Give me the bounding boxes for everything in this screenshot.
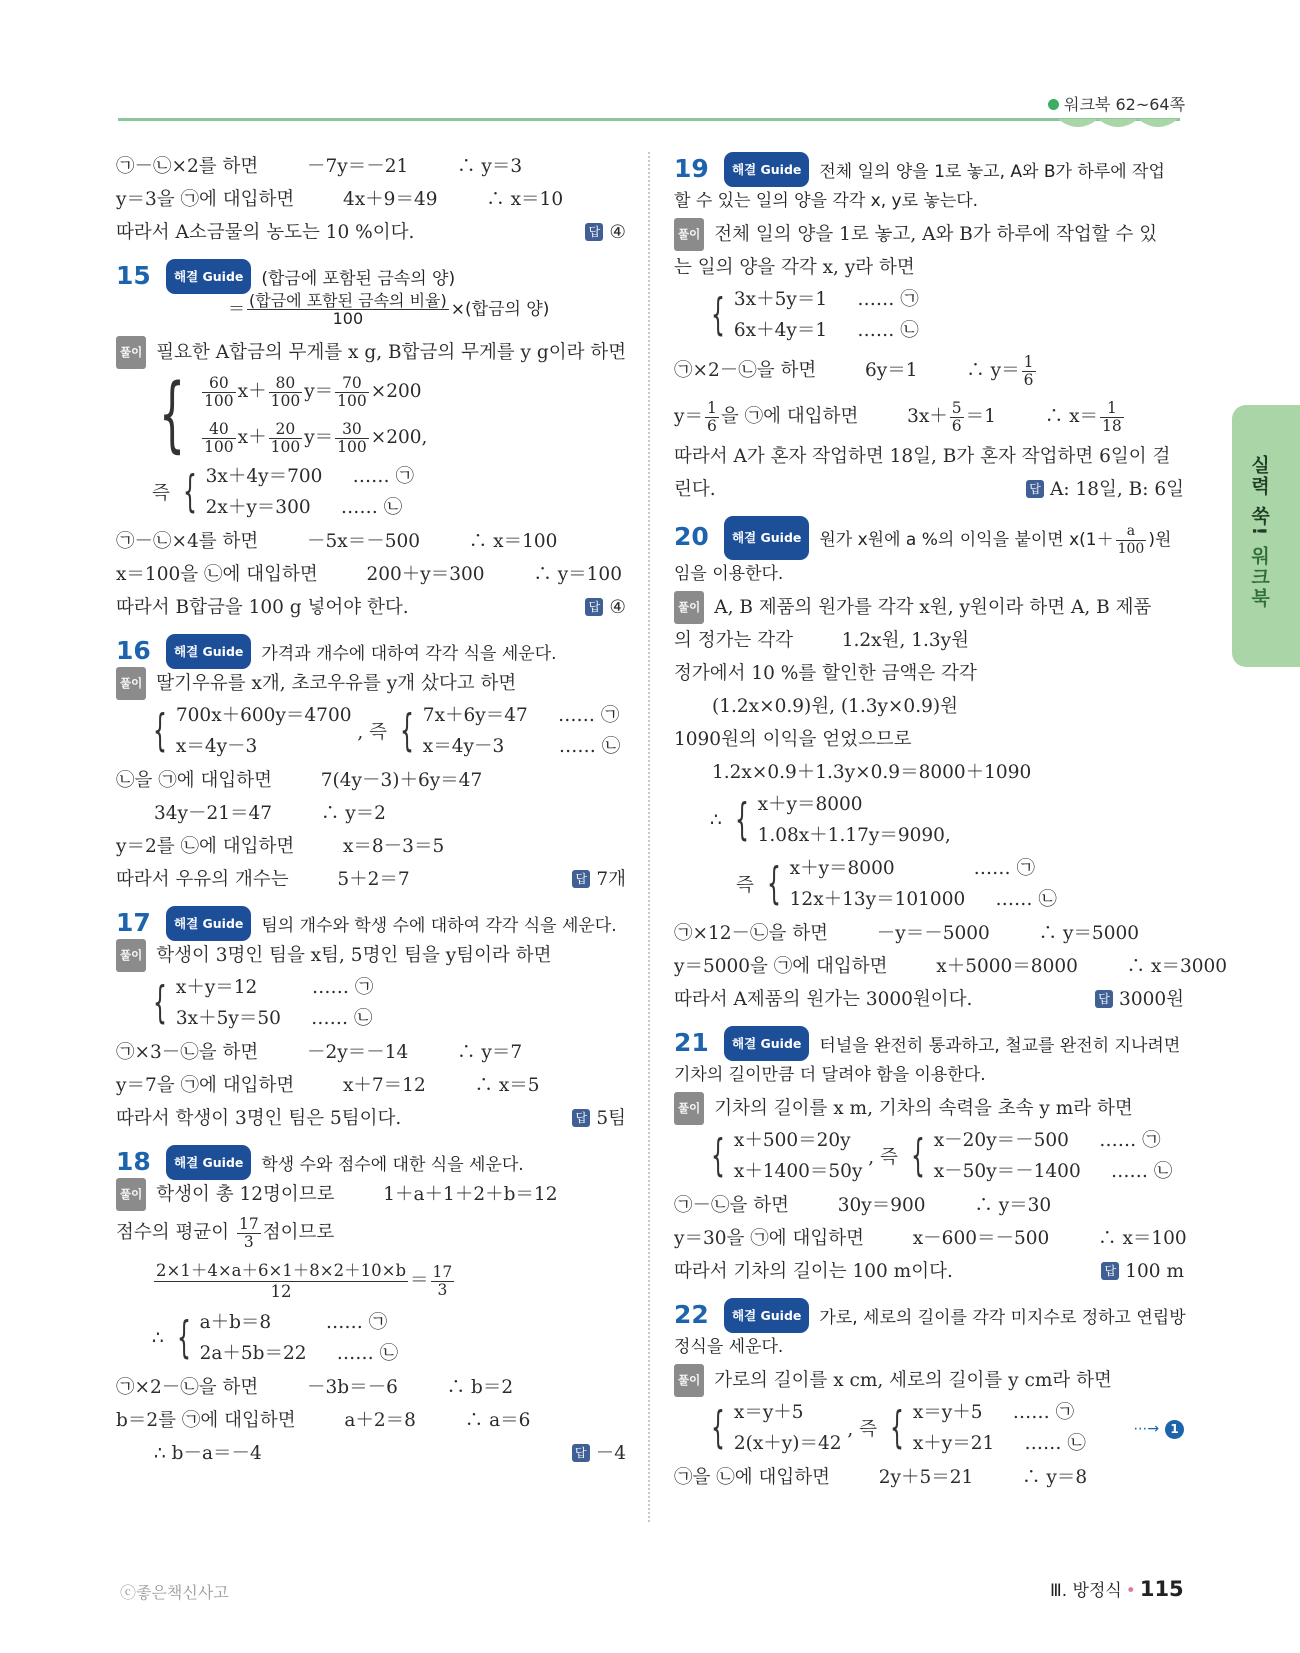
left-brace: { [711,289,725,340]
equation: a＋b＝8 …… ㉠ [199,1312,388,1333]
solution-text: 따라서 A제품의 원가는 3000원이다. [674,989,973,1010]
fraction [950,400,964,435]
solution-line [674,1092,1184,1125]
left-brace: { [176,1312,191,1363]
problem-number: 18 [116,1147,151,1176]
system-rows [913,1397,1086,1459]
solution-badge: 풀이 [674,1364,704,1397]
left-column [116,150,626,1470]
fraction [1100,400,1124,435]
column-divider [648,152,650,1522]
system-rows [790,853,1057,915]
system-rows [734,1397,842,1459]
guide-badge: 해결 Guide [166,259,251,294]
system-rows [200,369,427,461]
system-rows [176,972,373,1034]
right-column [674,150,1228,1494]
problem-number: 21 [674,1028,709,1057]
answer-icon: 답 [585,598,603,616]
solution-text: 점수의 평균이 [116,1222,230,1243]
solution-line [674,1255,1184,1288]
solution-line: ㉠－㉡×2를 하면 －7y＝－21 ∴ y＝3 [116,156,523,177]
guide-text: )원 [1148,530,1172,550]
equation: x＋500＝20y [733,1130,851,1151]
equation [200,369,427,415]
guide-line [674,1026,1184,1059]
denominator: 100 [270,391,301,410]
solution-line: 는 일의 양을 각각 x, y라 하면 [674,257,915,278]
problem-number: 17 [116,908,151,937]
equation-text: x＋ [237,427,267,448]
numerator: 1 [1100,400,1124,418]
denominator: 3 [437,1280,448,1299]
equation-text: 즉 [736,875,754,896]
numerator: 70 [335,375,369,393]
solution-badge: 풀이 [116,939,146,972]
numerator: 60 [202,375,236,393]
equation: x＝y＋5 [733,1402,804,1423]
fraction [269,375,303,410]
solution-badge: 풀이 [116,1178,146,1211]
fraction [705,400,719,435]
solution-line: ㉠×3－㉡을 하면 －2y＝－14 ∴ y＝7 [116,1042,523,1063]
equation-text: 즉 [152,483,170,504]
guide-text: 가로, 세로의 길이를 각각 미지수로 정하고 연립방 [819,1308,1186,1328]
system-rows [200,1307,399,1369]
equation: x＝4y－3 …… ㉡ [422,736,621,757]
system-rows [934,1125,1173,1187]
solution-line [116,863,626,896]
fraction [154,1261,408,1302]
numerator: 1 [706,398,717,417]
equation-system [116,369,626,461]
header-rule [118,118,1180,121]
denominator: 18 [1102,416,1122,435]
solution-line: 1090원의 이익을 얻었으므로 [674,729,912,750]
guide-line [674,152,1184,185]
denominator: 12 [270,1281,292,1301]
guide-line [674,516,1184,558]
system-rows [758,789,951,851]
solution-line: 정가에서 10 %를 할인한 금액은 각각 [674,663,977,684]
left-brace: { [766,858,781,909]
therefore-symbol: ∴ [710,809,722,831]
guide-badge: 해결 Guide [166,1145,251,1180]
fraction [237,1216,261,1251]
solution-text: 딸기우유를 x개, 초코우유를 y개 샀다고 하면 [156,673,517,694]
equation-system [674,853,1184,917]
guide-text: 원가 x원에 a %의 이익을 붙이면 x(1＋ [819,530,1114,550]
left-brace: { [711,1130,725,1181]
chapter-title: Ⅲ. 방정식 [1050,1581,1122,1601]
equation: 2(x＋y)＝42 [733,1433,842,1454]
denominator: 6 [1023,370,1034,389]
header-wave-decoration [1058,119,1180,135]
left-brace: { [399,705,414,756]
guide-text: 임을 이용한다. [674,564,784,584]
solution-text: ∴ b－a＝－4 [154,1443,262,1464]
guide-text: ×(합금의 양) [450,299,550,320]
solution-line [674,983,1184,1016]
equation: x＝4y－3 [175,736,258,757]
denominator: 100 [1117,540,1145,557]
system-rows [206,461,414,523]
solution-line: y＝30을 ㉠에 대입하면 x－600＝－500 ∴ x＝100 [674,1228,1187,1249]
answer-icon: 답 [1026,480,1044,498]
step-marker [1133,1417,1184,1439]
workbook-ref-text: 워크북 62~64쪽 [1064,95,1186,114]
solution-line: ㉡을 ㉠에 대입하면 7(4y－3)＋6y＝47 [116,770,483,791]
solution-line [674,394,1184,440]
answer [585,591,626,624]
equation-system [116,461,626,525]
solution-line: ㉠×2－㉡을 하면 －3b＝－6 ∴ b＝2 [116,1377,514,1398]
guide-text: 전체 일의 양을 1로 놓고, A와 B가 하루에 작업 [819,162,1165,182]
solution-line [116,591,626,624]
step-number-icon: 1 [1165,1420,1184,1439]
footer-separator: • [1125,1581,1136,1601]
solution-text: 따라서 학생이 3명인 팀은 5팀이다. [116,1108,402,1129]
equation: 2x＋y＝300 …… ㉡ [205,497,403,518]
equation: 2a＋5b＝22 …… ㉡ [199,1343,399,1364]
equation-system [116,700,626,764]
solution-line [116,667,626,700]
equation-text: y＝ [304,381,334,402]
publisher-copyright: ⓒ좋은책신사고 [120,1583,229,1602]
equation-text: ×200 [370,381,422,402]
problem-21 [674,1026,1187,1288]
equation: $\frac{40}{100}$ x＋ $\frac{20}{100}$ y＝ $\frac{30}{100}$ ×200, [204,419,428,456]
equation: x＋y＝21 …… ㉡ [912,1433,1086,1454]
denominator: 100 [270,437,301,456]
denominator: 100 [337,391,367,410]
answer-icon: 답 [572,1109,590,1127]
answer-value: ④ [609,597,626,618]
equation-text: , 즉 [868,1147,898,1168]
solution-text: 린다. [674,479,716,500]
problem-number: 15 [116,261,151,290]
solution-line [116,216,626,249]
solution-badge: 풀이 [674,591,704,624]
denominator: 6 [706,416,717,435]
equation-system [674,284,1184,348]
solution-line: ㉠을 ㉡에 대입하면 2y＋5＝21 ∴ y＝8 [674,1467,1088,1488]
fraction [335,421,369,456]
solution-line [674,348,1184,394]
solution-line [674,218,1184,251]
denominator: 100 [337,437,367,456]
solution-text: y＝ [674,406,703,427]
solution-text: 기차의 길이를 x m, 기차의 속력을 초속 y m라 하면 [714,1098,1133,1119]
guide-badge: 해결 Guide [166,906,251,941]
equation: 1.08x＋1.17y＝9090, [757,825,951,846]
solution-text: ㉠×2－㉡을 하면 6y＝1 ∴ y＝ [674,360,1020,381]
denominator: 3 [243,1232,254,1251]
left-brace: { [153,705,167,756]
left-brace: { [734,794,749,845]
numerator: 2×1＋4×a＋6×1＋8×2＋10×b [156,1260,407,1280]
fraction [269,421,303,456]
solution-text: 가로의 길이를 x cm, 세로의 길이를 y cm라 하면 [714,1370,1112,1391]
numerator: 5 [951,398,962,417]
solution-text: 따라서 기차의 길이는 100 m이다. [674,1261,953,1282]
answer-icon: 답 [572,1444,590,1462]
solution-badge: 풀이 [674,218,704,251]
problem-number: 22 [674,1300,709,1329]
equation-system [674,1397,1184,1461]
left-brace: { [889,1402,904,1453]
page-number: 115 [1139,1577,1184,1601]
fraction [1022,354,1036,389]
answer-value: ④ [609,222,626,243]
equation-text: y＝ [304,427,334,448]
solution-line: y＝3을 ㉠에 대입하면 4x＋9＝49 ∴ x＝10 [116,189,564,210]
numerator: 1 [1023,352,1034,371]
solution-line: (1.2x×0.9)원, (1.3y×0.9)원 [712,696,958,717]
solution-line: x＝100을 ㉡에 대입하면 200＋y＝300 ∴ y＝100 [116,564,622,585]
answer-value: A: 18일, B: 6일 [1050,479,1184,500]
guide-badge: 해결 Guide [724,516,809,560]
left-brace: { [153,977,167,1028]
problem-20 [674,516,1228,1016]
system-rows [423,700,620,762]
equation: 7x＋6y＝47 …… ㉠ [422,705,620,726]
side-tab-label [1243,455,1273,609]
solution-badge: 풀이 [674,1092,704,1125]
equation: x－20y＝－500 …… ㉠ [933,1130,1161,1151]
numerator: 20 [269,421,303,439]
solution-line: ㉠×12－㉡을 하면 －y＝－5000 ∴ y＝5000 [674,923,1140,944]
solution-badge: 풀이 [116,667,146,700]
equation: x＝y＋5 …… ㉠ [912,1402,1075,1423]
guide-badge: 해결 Guide [724,152,809,187]
side-tab-label-a: 실력 쑥! [1248,455,1270,538]
problem-number: 20 [674,522,709,551]
equation-system [674,789,1184,853]
solution-line [116,1102,626,1135]
equation-system [116,1307,626,1371]
answer-value: 3000원 [1119,989,1184,1010]
solution-text: 점이므로 [262,1222,335,1243]
left-brace: { [159,367,186,462]
solution-text: 따라서 우유의 개수는 5＋2＝7 [116,869,410,890]
guide-text: 할 수 있는 일의 양을 각각 x, y로 놓는다. [674,191,979,211]
guide-text: 가격과 개수에 대하여 각각 식을 세운다. [261,644,557,664]
solution-text: 학생이 총 12명이므로 1＋a＋1＋2＋b＝12 [156,1184,558,1205]
answer-value: 5팀 [596,1108,626,1129]
guide-line [116,906,626,939]
side-tab-label-b: 워크북 [1248,537,1270,609]
solution-line: 34y－21＝47 ∴ y＝2 [154,803,386,824]
answer-value: －4 [595,1443,626,1464]
green-dot-icon [1048,99,1059,110]
equation: 12x＋13y＝101000 …… ㉡ [789,889,1057,910]
guide-text: 기차의 길이만큼 더 달려야 함을 이용한다. [674,1065,986,1085]
problem-number: 19 [674,154,709,183]
page-footer [1050,1576,1184,1601]
equation: x＋y＝8000 [757,794,863,815]
equation-system [116,972,626,1036]
numerator: 40 [202,421,236,439]
solution-line: ㉠－㉡을 하면 30y＝900 ∴ y＝30 [674,1195,1052,1216]
answer [1026,473,1184,506]
equation: x＋y＝8000 …… ㉠ [789,858,1036,879]
guide-text: 정식을 세운다. [674,1337,784,1357]
answer [585,216,626,249]
guide-badge: 해결 Guide [724,1026,809,1061]
equation-text: ＝ [410,1270,429,1291]
answer-icon: 답 [585,223,603,241]
equation: 3x＋4y＝700 …… ㉠ [205,466,415,487]
solution-line [674,473,1184,506]
answer-value: 100 m [1125,1261,1184,1282]
average-equation [116,1255,626,1307]
system-rows [176,700,352,762]
solution-text: 따라서 A소금물의 농도는 10 %이다. [116,222,415,243]
guide-formula: ＝ $\frac{\text{(합금에 포함된 금속의 비율)}}{100}$ ×(합금의 양) [228,291,550,328]
equation-text: x＋ [237,381,267,402]
problem-18 [116,1145,626,1470]
solution-text: 필요한 A합금의 무게를 x g, B합금의 무게를 y g이라 하면 [156,342,627,363]
guide-text: (합금에 포함된 금속의 양) [261,269,456,289]
fraction [431,1264,455,1299]
equation-text: , 즉 [357,722,388,743]
solution-text: A, B 제품의 원가를 각각 x원, y원이라 하면 A, B 제품 [714,597,1152,618]
answer [1095,983,1184,1016]
solution-line: 1.2x×0.9＋1.3y×0.9＝8000＋1090 [712,762,1032,783]
equation: 700x＋600y＝4700 [175,705,352,726]
solution-line: 따라서 A가 혼자 작업하면 18일, B가 혼자 작업하면 6일이 걸 [674,446,1171,467]
guide-line [674,1298,1184,1331]
solution-line [116,1178,626,1211]
answer [572,1437,626,1470]
solution-line: 의 정가는 각각 1.2x원, 1.3y원 [674,630,969,651]
equation: x＋y＝12 …… ㉠ [175,977,374,998]
answer [572,863,626,896]
solution-line [674,1364,1184,1397]
equation: x＋1400＝50y [733,1161,863,1182]
solution-text: 따라서 B합금을 100 g 넣어야 한다. [116,597,409,618]
equation-text: , 즉 [847,1419,878,1440]
solution-line: y＝5000을 ㉠에 대입하면 x＋5000＝8000 ∴ x＝3000 [674,956,1228,977]
fraction [1116,523,1147,558]
solution-line: ㉠－㉡×4를 하면 －5x＝－500 ∴ x＝100 [116,531,558,552]
solution-line: y＝7을 ㉠에 대입하면 x＋7＝12 ∴ x＝5 [116,1075,540,1096]
numerator: 17 [432,1262,453,1281]
denominator: 6 [951,416,962,435]
equation-text: ×200 [370,427,422,448]
answer [572,1102,626,1135]
equation: 3x＋5y＝50 …… ㉡ [175,1008,373,1029]
answer-icon: 답 [572,870,590,888]
guide-text: 학생 수와 점수에 대한 식을 세운다. [261,1155,524,1175]
equation: 3x＋5y＝1 …… ㉠ [733,289,919,310]
numerator: (합금에 포함된 금속의 비율) [249,291,447,310]
denominator: 100 [204,391,234,410]
guide-line [116,634,626,667]
fraction [202,375,236,410]
solution-text: 을 ㉠에 대입하면 3x＋ [720,406,948,427]
equation-system [674,1125,1184,1189]
answer [1101,1255,1184,1288]
numerator: 17 [239,1214,259,1233]
solution-text: ＝1 ∴ x＝ [965,406,1099,427]
solution-badge: 풀이 [116,336,146,369]
guide-text: 터널을 완전히 통과하고, 철교를 완전히 지나려면 [819,1036,1181,1056]
numerator: 80 [269,375,303,393]
equation-text: 1.08x＋1.17y＝9090 [757,825,945,846]
solution-line [116,336,626,369]
solution-text: 전체 일의 양을 1로 놓고, A와 B가 하루에 작업할 수 있 [714,224,1158,245]
arrow-icon: ⋯→ [1133,1421,1160,1437]
guide-text: 팀의 개수와 학생 수에 대하여 각각 식을 세운다. [261,916,617,936]
solution-line [116,1437,626,1470]
answer-value: 7개 [596,869,626,890]
solution-line [674,591,1184,624]
guide-line [116,259,626,292]
guide-badge: 해결 Guide [166,634,251,669]
equation: x－50y＝－1400 …… ㉡ [933,1161,1173,1182]
problem-19 [674,152,1184,506]
left-brace: { [910,1130,925,1181]
problem-17 [116,906,626,1135]
system-rows [734,284,919,346]
solution-line: y＝2를 ㉡에 대입하면 x＝8－3＝5 [116,836,445,857]
problem-number: 16 [116,636,151,665]
solution-line: b＝2를 ㉠에 대입하면 a＋2＝8 ∴ a＝6 [116,1410,531,1431]
fraction [247,292,449,327]
numerator: 30 [335,421,369,439]
fraction [335,375,369,410]
numerator: a [1116,523,1147,541]
problem-15 [116,259,626,624]
workbook-page-reference [1048,92,1185,115]
problem-16 [116,634,626,896]
answer-icon: 답 [1101,1262,1119,1280]
solution-line [116,939,626,972]
solution-text: 학생이 3명인 팀을 x팀, 5명인 팀을 y팀이라 하면 [156,945,552,966]
system-rows [734,1125,863,1187]
left-brace: { [711,1402,725,1453]
denominator: 100 [332,309,364,328]
answer-icon: 답 [1095,990,1113,1008]
fraction [202,421,236,456]
equation: 6x＋4y＝1 …… ㉡ [733,320,919,341]
problem-22 [674,1298,1184,1494]
guide-badge: 해결 Guide [724,1298,809,1333]
guide-line [116,1145,626,1178]
therefore-symbol: ∴ [152,1327,164,1349]
solution-line [116,1211,626,1255]
denominator: 100 [204,437,234,456]
left-brace: { [182,466,197,517]
